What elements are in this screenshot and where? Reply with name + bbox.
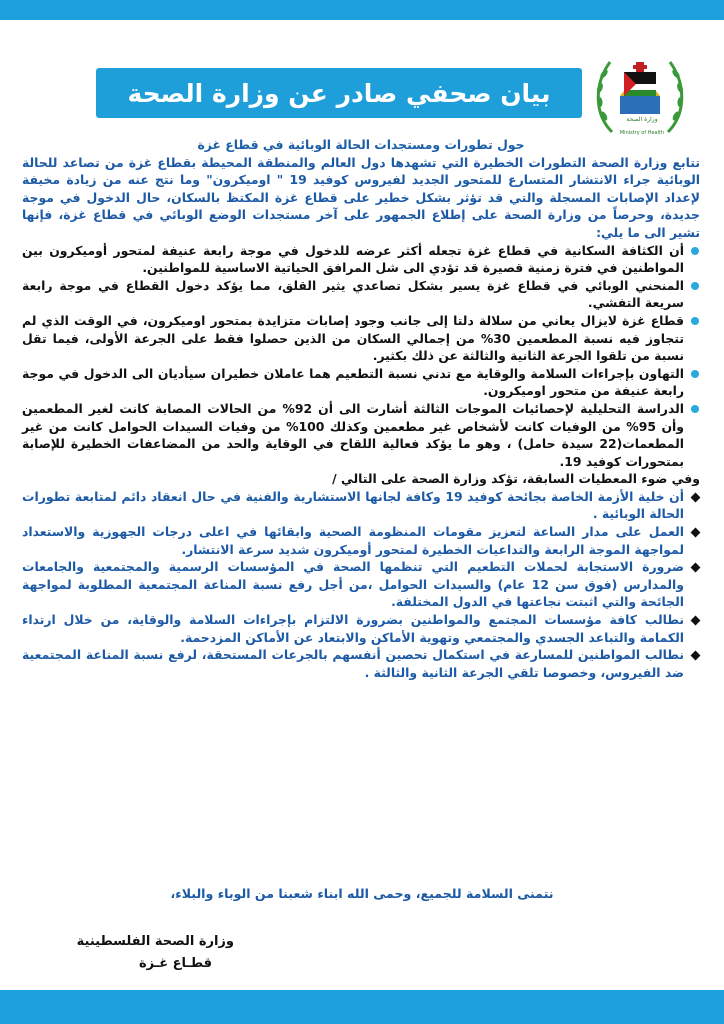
transition-line: وفي ضوء المعطيات السابقة، تؤكد وزارة الصحة على التالي /: [332, 471, 700, 487]
action-item: نطالب كافة مؤسسات المجتمع والمواطنين بضرورة الالتزام بإجراءات السلامة والوقاية، من خلال ارتداء الكمامة والتباعد الجسدي والمجتمعي وتهوية الأماكن والابتعاد عن الأماكن المزدحمة.: [22, 611, 700, 646]
bullet-dot-icon: [691, 247, 699, 255]
page-title: بيان صحفي صادر عن وزارة الصحة: [127, 78, 551, 108]
bullet-diamond-icon: [691, 616, 701, 626]
point-item: قطاع غزة لايزال يعاني من سلالة دلتا إلى جانب وجود إصابات متزايدة بمتحور اوميكرون، في الوقت الذي لم تتجاوز فيه نسبة المطعمين 30% من إجمالي السكان من الذين حصلوا فقط على الجرعة الأولى، فيما تقل نسبة من تلقوا الجرعة الثانية والثالثة عن ذلك بكثير.: [22, 312, 700, 365]
top-accent-bar: [0, 0, 724, 20]
intro-paragraph: تتابع وزارة الصحة التطورات الخطيرة التي تشهدها دول العالم والمنطقة المحيطة بقطاع غزة من تصاعد للحالة الوبائية جراء الانتشار المتسارع للمتحور الجديد لفيروس كوفيد 19 " اوميكرون" وما نتج عنه من زيادة مخيفة لإعداد الإصابات المسجلة والتي قد تؤثر بشكل خطير على قطاع غزة المكتظ بالسكان، حال الدخول في موجة جديدة، وحرصاً من وزارة الصحة على إطلاع الجمهور على آخر مستجدات الوضع الوبائي في قطاع غزة، فإنها تشير الى ما يلي:: [22, 154, 700, 240]
bullet-diamond-icon: [691, 492, 701, 502]
bottom-accent-bar: [0, 990, 724, 1024]
bullet-diamond-icon: [691, 651, 701, 661]
bullet-dot-icon: [691, 317, 699, 325]
point-item: الدراسة التحليلية لإحصائيات الموجات الثالثة أشارت الى أن 92% من الحالات المصابة كانت لغير المطعمين وأن 95% من الوفيات كانت لأشخاص غير مطعمين وكذلك 100% من وفيات السيدات الحوامل كانت من غير المطعمات(22 سيدة حامل) ، وهو ما يؤكد فعالية اللقاح في الوقاية والحد من المضاعفات الخطيرة للإصابة بمتحورات كوفيد 19.: [22, 400, 700, 470]
point-item: أن الكثافة السكانية في قطاع غزة تجعله أكثر عرضه للدخول في موجة رابعة عنيفة لمتحور أوميكرون بين المواطنين في فترة زمنية قصيرة قد تؤدي الى شل المرافق الحياتية الاساسية للمواطنين.: [22, 242, 700, 277]
point-item: المنحني الوبائي في قطاع غزة يسير بشكل تصاعدي يثير القلق، مما يؤكد دخول القطاع في موجة رابعة سريعة التفشي.: [22, 277, 700, 312]
point-item: التهاون بإجراءات السلامة والوقاية مع تدني نسبة التطعيم هما عاملان خطيران سيأديان الى الدخول في موجة رابعة عنيفة من متحور اوميكرون.: [22, 365, 700, 400]
intro-heading: حول تطورات ومستجدات الحالة الوبائية في قطاع غزة: [197, 137, 525, 152]
signature-ministry: وزارة الصحة الفلسطينية: [76, 934, 234, 949]
action-item: ضرورة الاستجابة لحملات التطعيم التي تنظمها الصحة في المؤسسات الرسمية والمجتمعية والجامعات والمدارس (فوق سن 12 عام) والسيدات الحوامل ،من أجل رفع نسبة المناعة المجتمعية المطلوبة لمواجهة الجائحة والتي اثبتت نجاعتها في الدول المختلفة.: [22, 558, 700, 611]
action-item: أن خلية الأزمة الخاصة بجائحة كوفيد 19 وكافة لجانها الاستشارية والفنية في حال انعقاد دائم لمتابعة تطورات الحالة الوبائية .: [22, 488, 700, 523]
logo-label-ar: وزارة الصحة: [626, 116, 658, 123]
bullet-diamond-icon: [691, 563, 701, 573]
bullet-diamond-icon: [691, 528, 701, 538]
action-item: نطالب المواطنين للمسارعة في استكمال تحصين أنفسهم بالجرعات المستحقة، لرفع نسبة المناعة المجتمعية ضد الفيروس، وخصوصا تلقي الجرعة الثانية والثالثة .: [22, 646, 700, 681]
action-item: العمل على مدار الساعة لتعزيز مقومات المنظومة الصحية وابقائها في اعلى درجات الجهوزية والاستعداد لمواجهة الموجة الرابعة والتداعيات الخطيرة لمتحور أوميكرون شديد سرعة الانتشار.: [22, 523, 700, 558]
logo-label-en: Ministry of Health: [619, 130, 665, 136]
bullet-dot-icon: [691, 370, 699, 378]
bullet-dot-icon: [691, 405, 699, 413]
bullet-dot-icon: [691, 282, 699, 290]
title-banner: [96, 68, 582, 118]
closing-line: نتمنى السلامة للجميع، وحمى الله ابناء شعبنا من الوباء والبلاء،: [170, 886, 554, 901]
statement-body: [22, 136, 700, 681]
signature-region: قطـاع غـزة: [139, 956, 212, 971]
